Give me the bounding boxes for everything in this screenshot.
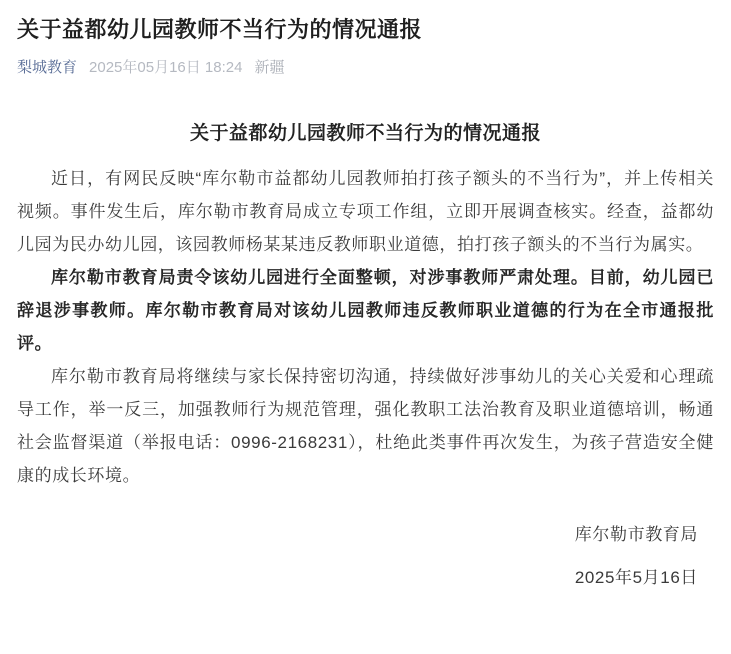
article-title: 关于益都幼儿园教师不当行为的情况通报 — [17, 17, 423, 42]
signature: 库尔勒市教育局 — [574, 525, 698, 544]
paragraph-followup: 库尔勒市教育局将继续与家长保持密切沟通，持续做好涉事幼儿的关心关爱和心理疏导工作，举一反三，加强教师行为规范管理，强化教职工法治教育及职业道德培训，畅通社会监督渠道（举报电话：0996-2168231），杜绝此类事件再次发生，为孩子营造安全健康的成长环境。 — [17, 367, 714, 485]
article-meta — [17, 57, 714, 78]
publish-location: 新疆 — [254, 59, 285, 76]
notice-heading: 关于益都幼儿园教师不当行为的情况通报 — [189, 123, 541, 144]
article-content — [17, 117, 714, 594]
publish-datetime: 2025年05月16日 18:24 — [89, 59, 243, 76]
paragraph-measures: 库尔勒市教育局责令该幼儿园进行全面整顿，对涉事教师严肃处理。目前，幼儿园已辞退涉事教师。库尔勒市教育局对该幼儿园教师违反教师职业道德的行为在全市通报批评。 — [17, 268, 714, 353]
signature-date: 2025年5月16日 — [574, 568, 698, 587]
paragraph-incident: 近日，有网民反映“库尔勒市益都幼儿园教师拍打孩子额头的不当行为”，并上传相关视频。事件发生后，库尔勒市教育局成立专项工作组，立即开展调查核实。经查，益都幼儿园为民办幼儿园，该园教师杨某某违反教师职业道德，拍打孩子额头的不当行为属实。 — [17, 169, 714, 254]
account-name-link[interactable]: 梨城教育 — [17, 59, 78, 76]
